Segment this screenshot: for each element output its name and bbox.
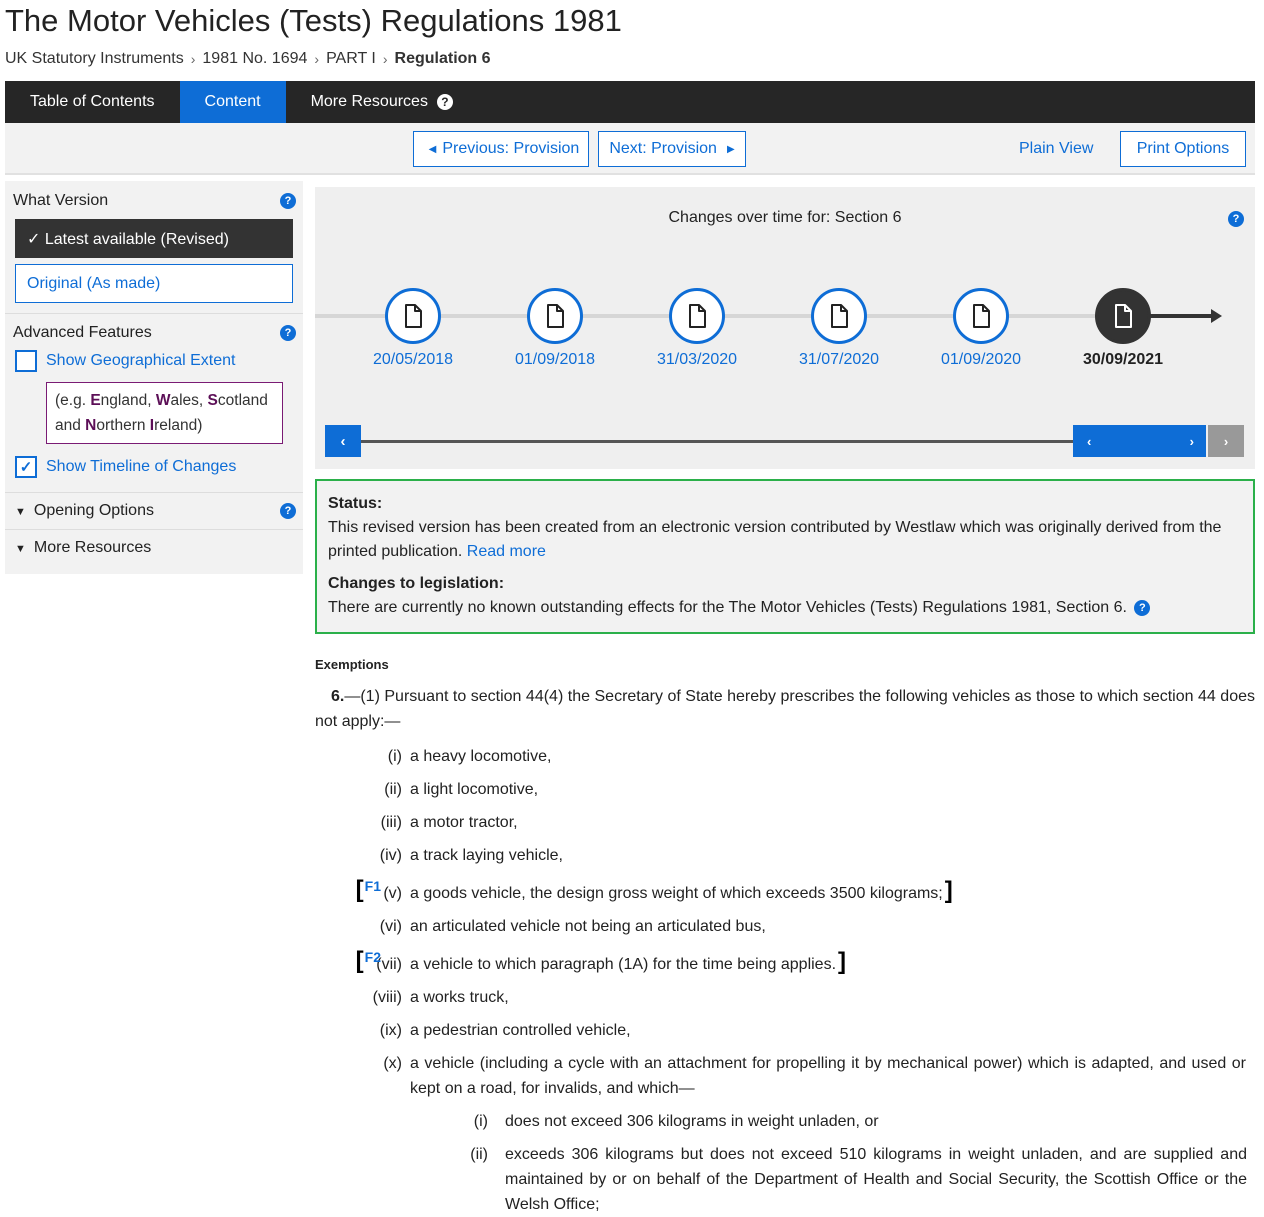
triangle-down-icon: ▼ — [15, 543, 26, 555]
scroll-right-button[interactable]: › — [1208, 425, 1244, 457]
amendment-bracket: [ — [355, 876, 364, 903]
list-item — [315, 949, 1255, 977]
timeline-node[interactable] — [1095, 288, 1151, 344]
status-text: This revised version has been created from an electronic version contributed by Westlaw which was originally derived from the printed publication. Read more — [328, 519, 1222, 560]
timeline-date[interactable]: 01/09/2020 — [940, 351, 1022, 368]
chevron-right-icon: › — [382, 51, 388, 67]
list-item — [315, 985, 1255, 1010]
geographical-extent-hint: (e.g. England, Wales, Scotland and Northern Ireland) — [46, 382, 283, 444]
arrow-right-icon — [1211, 309, 1222, 323]
timeline-date[interactable]: 31/07/2020 — [798, 351, 880, 368]
chevron-left-icon: ‹ — [1087, 433, 1092, 449]
timeline-of-changes-toggle[interactable] — [5, 452, 303, 482]
item-text: a pedestrian controlled vehicle, — [410, 1022, 631, 1039]
read-more-link[interactable]: Read more — [466, 543, 546, 560]
tab-label: Content — [204, 93, 261, 110]
list-item — [315, 744, 1255, 769]
document-icon — [1113, 304, 1133, 328]
advanced-features-header — [5, 314, 303, 344]
item-number: (i) — [387, 748, 402, 765]
item-text: a vehicle to which paragraph (1A) for the time being applies.] — [410, 948, 847, 975]
item-text: exceeds 306 kilograms but does not exceed 510 kilograms in weight unladen, and are supplied and maintained by or on behalf of the Department of Health and Social Security, the Scottish Office or the Welsh Office; — [505, 1146, 1247, 1213]
sidebar — [5, 181, 303, 574]
amendment-bracket: ] — [838, 948, 847, 975]
document-icon — [971, 304, 991, 328]
next-provision-button[interactable] — [598, 131, 746, 167]
button-label: Previous: Provision — [442, 140, 580, 157]
help-icon[interactable]: ? — [280, 193, 296, 209]
document-icon — [403, 304, 423, 328]
caret-right-icon: ▶ — [726, 143, 735, 155]
item-number: (viii) — [372, 989, 402, 1006]
tab-table-of-contents[interactable] — [5, 81, 180, 123]
checkbox-checked[interactable]: ✓ — [15, 456, 37, 478]
status-box — [315, 479, 1255, 634]
chevron-right-icon: › — [314, 51, 320, 67]
document-icon — [829, 304, 849, 328]
legislation-text — [315, 657, 1255, 1217]
tab-bar — [5, 81, 1255, 123]
item-number: (iii) — [380, 814, 402, 831]
item-text: a light locomotive, — [410, 781, 539, 798]
list-item — [315, 878, 1255, 906]
item-text: a heavy locomotive, — [410, 748, 552, 765]
item-number: [ F2 (vii) — [355, 947, 402, 974]
item-number: (ix) — [379, 1022, 402, 1039]
item-text: a goods vehicle, the design gross weight of which exceeds 3500 kilograms;] — [410, 877, 953, 904]
tab-label: More Resources — [310, 93, 428, 110]
button-label: Next: Provision — [609, 140, 717, 157]
item-number: (vi) — [379, 918, 402, 935]
item-number: [ F1 (v) — [355, 876, 402, 903]
timeline-node[interactable] — [385, 288, 441, 344]
breadcrumb-item[interactable]: 1981 No. 1694 — [202, 50, 308, 67]
collapsible-label: More Resources — [33, 539, 152, 556]
help-icon[interactable]: ? — [1134, 600, 1150, 616]
caret-left-icon: ◀ — [428, 143, 437, 155]
timeline-node[interactable] — [527, 288, 583, 344]
collapsible-label: Opening Options — [33, 502, 154, 519]
button-label: Print Options — [1136, 140, 1230, 157]
item-text: does not exceed 306 kilograms in weight unladen, or — [505, 1113, 879, 1130]
help-icon[interactable]: ? — [437, 94, 453, 110]
item-number: (ii) — [384, 781, 402, 798]
timeline-track — [315, 314, 1215, 318]
item-text: a vehicle (including a cycle with an attachment for propelling it by mechanical power) which is adapted, and used or kept on a road, for invalids, and which— — [410, 1055, 1246, 1097]
breadcrumb — [5, 48, 1254, 70]
section-title: Advanced Features — [13, 324, 152, 341]
item-number: (i) — [473, 1113, 488, 1130]
chevron-right-icon: › — [1189, 433, 1194, 449]
list-item — [315, 810, 1255, 835]
help-icon[interactable]: ? — [280, 325, 296, 341]
changes-label: Changes to legislation: — [328, 575, 505, 592]
list-item — [315, 914, 1255, 939]
sub-list-item — [315, 1109, 1255, 1134]
scroll-left-button[interactable]: ‹ — [325, 425, 361, 457]
timeline-title: Changes over time for: Section 6 — [668, 209, 902, 226]
document-icon — [545, 304, 565, 328]
plain-view-button[interactable]: Plain View — [1019, 140, 1094, 157]
document-icon — [687, 304, 707, 328]
help-icon[interactable]: ? — [1228, 211, 1244, 227]
tab-content[interactable] — [180, 81, 286, 123]
timeline-date[interactable]: 31/03/2020 — [656, 351, 738, 368]
checkbox-unchecked[interactable] — [15, 350, 37, 372]
geographical-extent-toggle[interactable] — [5, 346, 303, 376]
what-version-header — [5, 181, 303, 211]
checkbox-label: Show Timeline of Changes — [46, 458, 237, 475]
timeline-node[interactable] — [953, 288, 1009, 344]
footnote-link[interactable]: F1 — [364, 878, 381, 894]
item-text: a works truck, — [410, 989, 509, 1006]
timeline-of-changes — [315, 187, 1255, 469]
section-title: What Version — [13, 192, 109, 209]
breadcrumb-item[interactable]: PART I — [326, 50, 376, 67]
timeline-node[interactable] — [669, 288, 725, 344]
item-number: (x) — [383, 1055, 402, 1072]
opening-options-toggle[interactable] — [5, 492, 303, 529]
changes-text: There are currently no known outstanding effects for the The Motor Vehicles (Tests) Regulations 1981, Section 6. ? — [328, 596, 1242, 620]
amendment-bracket: [ — [355, 947, 364, 974]
main-content — [315, 175, 1255, 1217]
item-text: a motor tractor, — [410, 814, 518, 831]
print-options-button[interactable] — [1120, 131, 1246, 167]
sub-list-item — [315, 1142, 1255, 1217]
toolbar — [5, 123, 1255, 175]
triangle-down-icon: ▼ — [15, 506, 26, 518]
item-text: a track laying vehicle, — [410, 847, 563, 864]
checkbox-label: Show Geographical Extent — [46, 352, 236, 369]
tab-label: Table of Contents — [30, 93, 155, 110]
list-item — [315, 777, 1255, 802]
item-number: (iv) — [379, 847, 402, 864]
page-title: The Motor Vehicles (Tests) Regulations 1981 — [5, 3, 622, 38]
chevron-right-icon: › — [190, 51, 196, 67]
latest-version-button[interactable]: ✓ Latest available (Revised) — [15, 219, 293, 258]
timeline-node[interactable] — [811, 288, 867, 344]
section-heading: Exemptions — [315, 657, 389, 672]
previous-provision-button[interactable] — [413, 131, 589, 167]
breadcrumb-item[interactable]: UK Statutory Instruments — [5, 50, 184, 67]
item-text: an articulated vehicle not being an articulated bus, — [410, 918, 766, 935]
list-item — [315, 843, 1255, 868]
original-version-button[interactable]: Original (As made) — [15, 264, 293, 303]
more-resources-toggle[interactable] — [5, 529, 303, 566]
timeline-date[interactable]: 20/05/2018 — [372, 351, 454, 368]
list-item — [315, 1051, 1255, 1101]
paragraph: 6.—(1) Pursuant to section 44(4) the Secretary of State hereby prescribes the following vehicles as those to which section 44 does not apply:— — [315, 688, 1255, 730]
list-item — [315, 1018, 1255, 1043]
item-number: (ii) — [470, 1146, 488, 1163]
status-label: Status: — [328, 495, 383, 512]
timeline-scrollbar-thumb[interactable] — [1073, 425, 1206, 457]
timeline-date: 30/09/2021 — [1082, 351, 1164, 368]
breadcrumb-current: Regulation 6 — [394, 50, 491, 67]
amendment-bracket: ] — [944, 877, 953, 904]
footnote-link[interactable]: F2 — [364, 949, 381, 965]
timeline-date[interactable]: 01/09/2018 — [514, 351, 596, 368]
timeline-scrollbar-track[interactable] — [361, 440, 1075, 443]
tab-more-resources[interactable] — [286, 81, 478, 123]
help-icon[interactable]: ? — [280, 503, 296, 519]
